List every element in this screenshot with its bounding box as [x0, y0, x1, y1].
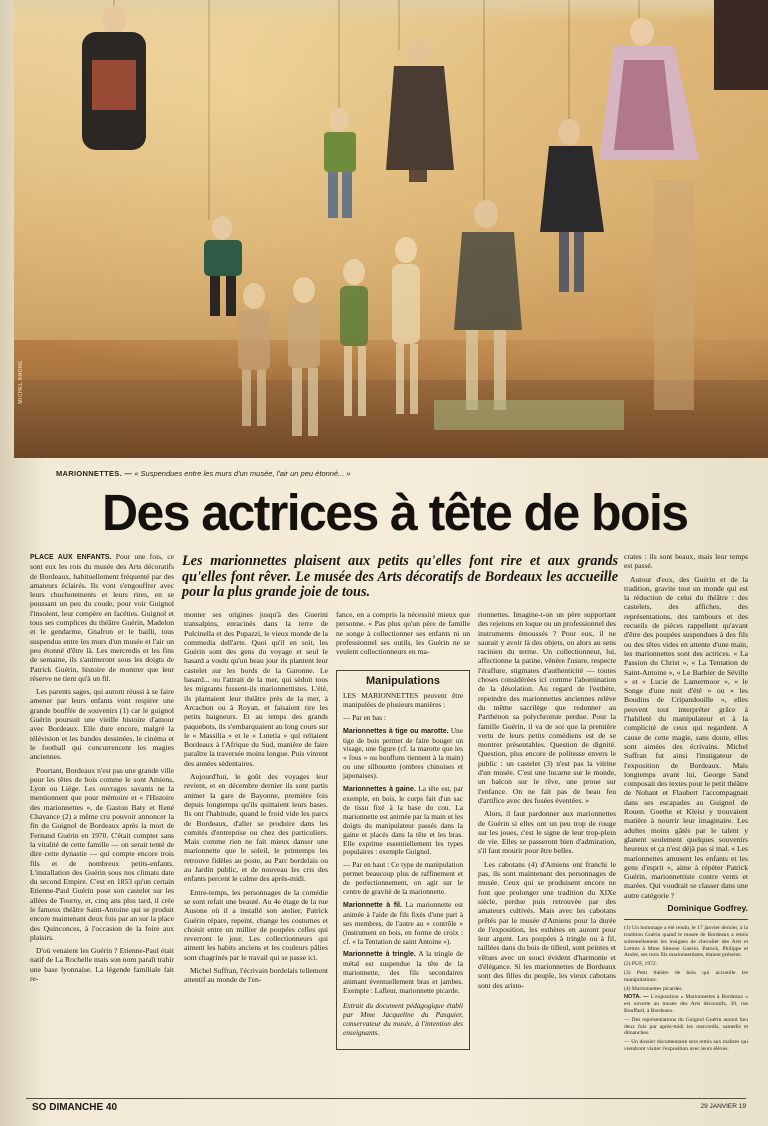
article-paragraph: fance, en a compris la nécessité mieux que personne. « Pas plus qu'un père de famille ne songe à collectionner ses enfants ni un professionnel ses outils, les Guérin ne se veulent collectionneurs en ma-: [336, 610, 470, 657]
puppet-figure: [238, 283, 270, 426]
author-signature: Dominique Godfrey.: [667, 902, 748, 913]
puppet-figure: [82, 6, 146, 150]
article-paragraph: [30, 552, 174, 683]
article-paragraph: Entre-temps, les personnages de la comédie se sont refait une beauté. Au 4e étage de la rue Ausone où il a installé son atelier, Patrick Guérin répare, repeint, change les costumes et choisit entre un millier de poupées celles qui reverront le jour. Les collectionneurs qui aiment les habits anciens et les couleurs pâlies sont chagrinés par le travail qui se passe ici.: [184, 887, 328, 962]
puppets-photo: [14, 0, 768, 458]
deck: Les marionnettes plaisent aux petits qu'elles font rire et aux grands qu'elles font rêver. Le musée des Arts décoratifs de Bordeaux les accueille pour la plus grande joie de tous.: [182, 553, 618, 601]
column: [654, 180, 694, 410]
puppet-figure: [288, 277, 320, 436]
footnote: (3) Petit théâtre de bois qui accueille les manipulations.: [624, 970, 748, 983]
nota-kicker: NOTA. —: [624, 994, 649, 1001]
caption-kicker: MARIONNETTES. —: [56, 469, 133, 478]
nota-text: L'exposition « Marionnettes à Bordeaux » est ouverte au musée des Arts décoratifs, 39, rue Bouffard, à Bordeaux.: [624, 994, 748, 1015]
box-subhead: — Par en haut : Ce type de manipulation permet beaucoup plus de raffinement et de perfectionnement, on agit sur le centre de gravité de la marionnette.: [343, 860, 463, 897]
box-intro: LES MARIONNETTES peuvent être manipulées de plusieurs manières :: [343, 690, 463, 709]
footnote: — Des représentations du Guignol Guérin auront lieu deux fois par après-midi les mercredis, samedis et dimanches.: [624, 1016, 748, 1037]
puppet-figure: [340, 259, 368, 416]
puppet-figure: [386, 38, 454, 182]
footnote: — Un dossier documentaire sera remis aux maîtres qui viendront visiter l'exposition avec leurs élèves.: [624, 1039, 748, 1053]
article-paragraph: D'où venaient les Guérin ? Etienne-Paul était natif de La Rochelle mais son nom paraît trahir une base lyonnaise. La légende familiale fait re-: [30, 946, 174, 984]
box-subhead: — Par en bas :: [343, 712, 386, 722]
publication-name: SO DIMANCHE 40: [32, 1102, 118, 1113]
puppet-figure: [714, 0, 768, 90]
box-item: [343, 950, 463, 996]
article-paragraph: Pourtant, Bordeaux n'est pas une grande ville pour les têtes de bois comme le sont Amiens, Lyon ou Liège. Les ouvrages savants ne la mentionnent que pour mémoire et « l'Histoire des marionnettes », de Gaston Baty et René Chavance (2) a même cru pouvoir annoncer la fin du Guignol de Bordeaux après la mort de Fernand Guérin en 1970. C'était compter sans la vitalité de cette famille — on serait tenté de dire cette dynastie — qui compte encore trois fils et de nombreux petits-enfants. L'installation des Guérin sous nos climats date du second Empire. C'est en 1853 qu'un certain Etienne-Paul Guérin pose son castelet sur les allées de Tourny, et, cinq ans plus tard, il crée le fameux théâtre Saint-Antoine qui se produit encore maintenant deux fois par an sur la place des Quinconces, à l'occasion de la foire aux plaisirs.: [30, 765, 174, 942]
article-paragraph: Aujourd'hui, le goût des voyages leur revient, et en décembre dernier ils sont partis animer la gare de Bayonne, première fois depuis longtemps qu'ils quittaient leurs bases. Ils ont l'habitude, quand le froid vide les parcs de Bordeaux, d'aller se produire dans les comités d'entreprise ou chez des particuliers. Mais comme rien ne fait mieux danser une marionnette que le soleil, le printemps les retrouve fidèles au poste, au Parc bordelais ou au Jardin public, et de nouveau les cris des enfants percent le calme des après-midi.: [184, 772, 328, 884]
article-paragraph: monter ses origines jusqu'à des Guerini transalpins, enracinés dans la terre de Pulcinella et des Pupazzi, le vieux monde de la commedia dell'arte. Quoi qu'il en soit, les Guérin sont des gens du voyage et seul le hasard a voulu qu'un beau jour ils plantent leur castelet sur les bords de la Garonne. Le hasard... ou l'attrait de la mer, qui séduit tous les migrants fussent-ils marionnettistes. L'été, ils plantaient leur théâtre près de la mer, à Arcachon ou à Royan, et faisaient rire les petits baigneurs. Et au temps des grands paquebots, ils s'embarquaient au long cours sur le « Massilia » et le « Lutetia » qui reliaient Bordeaux à l'Afrique du Sud, manière de faire paraître la traversée moins longue. Puis vinrent des années sédentaires.: [184, 610, 328, 768]
article-column-5: [624, 552, 748, 1096]
article-paragraph: Michel Suffran, l'écrivain bordelais tellement attentif au monde de l'en-: [184, 965, 328, 985]
puppet-figure: [324, 108, 356, 218]
box-title: Manipulations: [366, 675, 440, 687]
puppet-figure: [392, 237, 420, 414]
puppet-figure: [599, 18, 699, 160]
footnote: (1) Un hommage a été rendu, le 17 janvier dernier, à la tradition Guérin quand le musée de Bordeaux a remis solennellement les insignes de chevalier des Arts et Lettres à Mme Simone Guérin. Patrick, Philippe et André, ses trois fils marionnettistes, étaient présents.: [624, 925, 748, 959]
article-column-3: [336, 610, 470, 666]
paragraph-text: Pour une fois, ce sont eux les rois du musée des Arts décoratifs de Bordeaux, habituellement fréquenté par des amateurs éclairés. Ils vont s'engouffrer avec leurs chuchotements et leurs rires, en se poussant un peu du coude, pour voir Guignol l'insolent, leur compère en facéties. Guignol et tous ses complices du théâtre Guérin, Madelon et le gendarme, Gnafron et le bailli, tous suspendus entre les murs d'un musée et l'air un peu étonné d'être là. Les mercredis et les fins de semaine, ils s'animeront sous les doigts de Patrick Guérin, histoire de montrer que leur réserve ne tient qu'à un fil.: [30, 552, 174, 683]
article-column-2: [184, 610, 328, 1096]
article-paragraph: Les cabotans (4) d'Amiens ont franchi le pas, ils sont maintenant des personnages de musée. Ceux qui se produisent encore ne font que prolonger une tradition du XIXe siècle, perdue puis retrouvée par des amateurs cultivés. Mais avec les cabotans prêtés par le musée d'Amiens pour la durée de l'exposition, les esthètes en auront pour leur argent. Les poupées à tringle ou à fil, taillées dans du bois de tilleul, sont peintes et vêtues avec un souci évident d'harmonie et d'élégance. Si les marionnettes de Bordeaux sont des filles du peuple, les vieux cabotans sont des aristo-: [478, 859, 616, 990]
box-item: [343, 901, 463, 947]
box-term: Marionnettes à gaine.: [343, 786, 416, 794]
box-desc: A la tringle de métal est suspendue la tête de la marionnette, des fils secondaires animant éventuellement bras et jambes. Exemple : Lafleur, marionnette picarde.: [343, 949, 464, 996]
headline: Des actrices à tête de bois: [102, 484, 688, 541]
nota: [624, 994, 748, 1014]
photo-credit: MICHEL ANONE: [18, 360, 24, 404]
puppet-figure: [454, 200, 522, 410]
box-item: [343, 727, 463, 781]
box-term: Marionnette à tringle.: [343, 951, 416, 959]
box-desc: La tête est, par exemple, en bois, le corps fait d'un sac de tissu fixé à la base du cou. La marionnette est animée par la main et les doigts du manipulateur passés dans la gaine et placés dans la tête et les bras. Elle exprime essentiellement les types populaires : exemple Guignol.: [343, 784, 464, 857]
box-item: [343, 785, 463, 857]
article-column-4: [478, 610, 616, 1096]
page-footer: [26, 1098, 746, 1115]
grass-ledge: [434, 400, 624, 430]
footnote: (2) PUF, 1972.: [624, 961, 658, 968]
photo-caption: [56, 469, 746, 478]
puppet-figure: [204, 216, 242, 316]
publication-date: 29 JANVIER 19: [700, 1103, 746, 1110]
article-paragraph: Autour d'eux, des Guérin et de la tradition, gravite tout un monde qui est la réduction de celui du théâtre : des castelets, des affiches, des représentations, des tambours et des recueils de pièces rappellent qu'avant d'être des poupées suspendues à des fils ou des têtes vides en attente d'une main, les marionnettes sont des actrices. « La Passion du Christ », « La Tentation de Saint-Antoine », « Le Barbier de Séville » et « Lucie de Lamermoor », « le Songe d'une nuit d'été » ou « les Boudins de Cripandouille », elles peuvent tout interpréter grâce à l'habileté du manipulateur et à la complicité de ceux qui regardent. A cause de cette magie, sans doute, elles sont aimées des écrivains. Michel Suffran fut ainsi l'instigateur de l'exposition de Bordeaux. Mais longtemps avant lui, George Sand composait des textes pour le petit théâtre de Nohant et Flaubert l'accompagnait dans ses escapades au Guignol de Rouen. Goethe et Kleist y trouvaient matière à nourrir leur imaginaire. Les adultes moins gâtés par le talent y glanent seulement quelques souvenirs heureux et ça n'est déjà pas si mal. « Les marionnettes amusent les enfants et les gens d'esprit », aime à répéter Patrick Guérin, marionnettiste contre vents et marées. Qui voudrait se classer dans une autre catégorie ?: [624, 574, 748, 900]
article-paragraph: Alors, il faut pardonner aux marionnettes de Guérin si elles ont un peu trop de rouge sur les joues, c'est le signe de leur trop-plein de vie. Elles se passeront bien d'admiration, s'il faut mourir pour être belles.: [478, 809, 616, 856]
box-term: Marionnettes à tige ou marotte.: [343, 727, 449, 735]
article-paragraph: crates : ils sont beaux, mais leur temps est passé.: [624, 552, 748, 571]
lead-kicker: PLACE AUX ENFANTS.: [30, 554, 112, 561]
box-desc: La marionnette est animée à l'aide de fils fixés d'une part à ses membres, de l'autre au « contrôle » (instrument en bois, en forme de croix : cf. « la Tentation de saint Antoine »).: [343, 899, 463, 946]
article-column-1: [30, 552, 174, 1096]
caption-text: « Suspendues entre les murs d'un musée, l'air un peu étonné... »: [134, 469, 351, 478]
footnote: (4) Marionnettes picardes.: [624, 985, 683, 992]
article-paragraph: rionnettes. Imagine-t-on un père supportant des rejetons en loque ou un professionnel des instruments émoussés ? Pour eux, il ne saurait y avoir là des objets, ou alors au sens racinien du terme. Un collectionneur, lui, affectionne la patine, vénère l'usure, respecte l'éraflure, stigmates d'authenticité — toutes choses considérées ici comme l'abomination de la désolation. Au regard de l'esthète, repeindre des marionnettes anciennes relève du même sacrilège que redonner au Parthénon sa polychromie perdue. Pour la famille Guérin, il va de soi que la première vertu de leurs petits comédiens est de se montrer présentables. Question de dignité. Question, plus encore de politesse envers le public : un castelet (3) n'est pas la vitrine d'un musée. C'est une lucarne sur le monde, un balcon sur le rêve, une proue sur l'enfance. On ne fait pas de beau feu d'artifice avec des fusées éventées. »: [478, 610, 616, 805]
manipulations-box: [336, 670, 470, 1050]
footnotes: [624, 925, 748, 1053]
article-paragraph: Les parents sages, qui auront réussi à se faire amener par leurs enfants vont respirer une grande bouffée de souvenirs (1) car le guignol Guérin poursuit une vieille histoire d'amour avec Bordeaux. Elle dure encore, malgré la télévision et les bandes dessinées, le cinéma et le football qui concurrencent les magies anciennes.: [30, 687, 174, 762]
notes-divider: [624, 919, 748, 920]
puppets-illustration: [14, 0, 768, 458]
puppet-figure: [540, 119, 604, 292]
box-extract: Extrait du document pédagogique établi par Mme Jacqueline du Pasquier, conservateur du musée, à l'intention des enseignants.: [343, 1001, 463, 1037]
box-term: Marionnette à fil.: [343, 901, 402, 909]
box-desc: Une tige de bois permet de faire bouger un visage, une figure (cf. la marotte que les « fous » ou bouffons tiennent à la main) ou une silhouette (ombres chinoises et japonaises).: [343, 725, 463, 781]
